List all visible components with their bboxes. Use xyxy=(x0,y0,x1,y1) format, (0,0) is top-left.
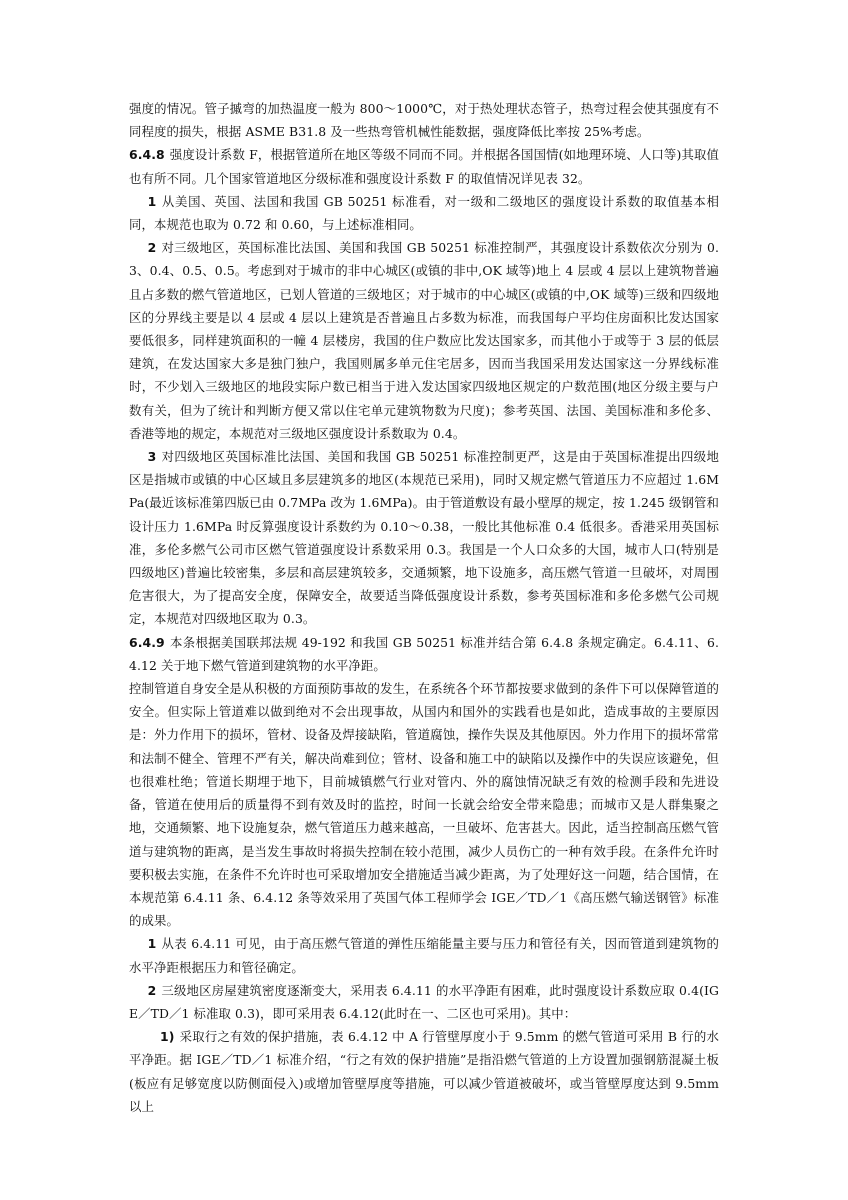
clause-number: 6.4.9 xyxy=(129,634,165,650)
item-number: 2 xyxy=(147,982,157,998)
paragraph-pipeline-safety: 控制管道自身安全是从积极的方面预防事故的发生，在系统各个环节都按要求做到的条件下可以保障管道的安全。但实际上管道难以做到绝对不会出现事故，从国内和国外的实践看也是如此，造成事故的主要原因是：外力作用下的损坏，管材、设备及焊接缺陷，管道腐蚀，操作失误及其他原因。外力作用下的损坏常常和法制不健全、管理不严有关，解决尚难到位；管材、设备和施工中的缺陷以及操作中的失误应该避免，但也很难杜绝；管道长期埋于地下，目前城镇燃气行业对管内、外的腐蚀情况缺乏有效的检测手段和先进设备，管道在使用后的质量得不到有效及时的监控，时间一长就会给安全带来隐患；而城市又是人群集聚之地，交通频繁、地下设施复杂，燃气管道压力越来越高，一旦破坏、危害甚大。因此，适当控制高压燃气管道与建筑物的距离，是当发生事故时将损失控制在较小范围，减少人员伤亡的一种有效手段。在条件允许时要积极去实施，在条件不允许时也可采取增加安全措施适当减少距离，为了处理好这一问题，结合国情，在本规范第 6.4.11 条、6.4.12 条等效采用了英国气体工程师学会 IGE／TD／1《高压燃气输送钢管》标准的成果。 xyxy=(129,681,719,929)
item-text: 对四级地区英国标准比法国、美国和我国 GB 50251 标准控制更严，这是由于英国标准提出四级地区是指城市或镇的中心区域且多层建筑多的地区(本规范已采用)，同时又规定燃气管道压力不应超过 1.6MPa(最近该标准第四版已由 0.7MPa 改为 1.6MPa)。由于管道敷设有最小壁厚的规定，按 1.245 级钢管和设计压力 1.6MPa 时反算强度设计系数约为 0.10～0.38，一般比其他标准 0.4 低很多。香港采用英国标准，多伦多燃气公司市区燃气管道强度设计系数采用 0.3。我国是一个人口众多的大国，城市人口(特别是四级地区)普遍比较密集，多层和高层建筑较多，交通频繁，地下设施多，高压燃气管道一旦破坏，对周围危害很大，为了提高安全度，保障安全，故要适当降低强度设计系数，参考英国标准和多伦多燃气公司规定，本规范对四级地区取为 0.3。 xyxy=(129,449,719,627)
item-6-4-8-3 xyxy=(129,445,719,631)
item-number: 1 xyxy=(147,193,157,209)
item-number: 3 xyxy=(147,449,157,465)
clause-text: 本条根据美国联邦法规 49-192 和我国 GB 50251 标准并结合第 6.4.8 条规定确定。6.4.11、6.4.12 关于地下燃气管道到建筑物的水平净距。 xyxy=(129,634,719,673)
item-6-4-8-1 xyxy=(129,190,719,236)
clause-6-4-8 xyxy=(129,143,719,189)
item-number: 2 xyxy=(147,240,157,256)
clause-6-4-9 xyxy=(129,631,719,677)
item-number: 1 xyxy=(147,936,157,952)
document-page xyxy=(129,97,719,1118)
item-text: 对三级地区，英国标准比法国、美国和我国 GB 50251 标准控制严，其强度设计系数依次分别为 0.3、0.4、0.5、0.5。考虑到对于城市的非中心城区(或镇的非中,OK 域等)地上 4 层或 4 层以上建筑物普遍且占多数的燃气管道地区，已划人管道的三级地区；对于城市的中心城区(或镇的中,OK 域等)三级和四级地区的分界线主要是以 4 层或 4 层以上建筑是否普遍且占多数为标准，而我国每户平均住房面积比发达国家要低很多，同样建筑面积的一幢 4 层楼房，我国的住户数应比发达国家多，而其他小于或等于 3 层的低层建筑，在发达国家大多是独门独户，我国则属多单元住宅居多，因而当我国采用发达国家这一分界线标准时，不少划入三级地区的地段实际户数已相当于进入发达国家四级地区规定的户数范围(地区分级主要与户数有关，但为了统计和判断方便又常以住宅单元建筑物数为尺度)；参考英国、法国、美国标准和多伦多、香港等地的规定，本规范对三级地区强度设计系数取为 0.4。 xyxy=(129,240,719,441)
paragraph-strength-loss: 强度的情况。管子摵弯的加热温度一般为 800～1000℃，对于热处理状态管子，热弯过程会使其强度有不同程度的损失，根据 ASME B31.8 及一些热弯管机械性能数据，强度降低比率按 25%考虑。 xyxy=(129,101,719,140)
item-text: 从表 6.4.11 可见，由于高压燃气管道的弹性压缩能量主要与压力和管径有关，因而管道到建筑物的水平净距根据压力和管径确定。 xyxy=(129,936,719,975)
item-6-4-11-2 xyxy=(129,979,719,1025)
item-text: 三级地区房屋建筑密度逐渐变大，采用表 6.4.11 的水平净距有困难，此时强度设计系数应取 0.4(IGE／TD／1 标准取 0.3)，即可采用表 6.4.12(此时在一、二区也可采用)。其中： xyxy=(129,982,719,1021)
item-6-4-11-1 xyxy=(129,932,719,978)
sub-item-text: 采取行之有效的保护措施，表 6.4.12 中 A 行管壁厚度小于 9.5mm 的燃气管道可采用 B 行的水平净距。据 IGE／TD／1 标准介绍，“行之有效的保护措施”是指沿燃气管道的上方设置加强钢筋混凝土板(板应有足够宽度以防侧面侵入)或增加管壁厚度等措施，可以减少管道被破坏，或当管壁厚度达到 9.5mm 以上 xyxy=(129,1029,719,1114)
item-text: 从美国、英国、法国和我国 GB 50251 标准看，对一级和二级地区的强度设计系数的取值基本相同，本规范也取为 0.72 和 0.60，与上述标准相同。 xyxy=(129,193,719,233)
sub-item-number: 1) xyxy=(160,1029,175,1045)
item-6-4-8-2 xyxy=(129,236,719,445)
clause-text: 强度设计系数 F，根据管道所在地区等级不同而不同。并根据各国国情(如地理环境、人口等)其取值也有所不同。几个国家管道地区分级标准和强度设计系数 F 的取值情况详见表 32。 xyxy=(129,147,719,186)
sub-item-1 xyxy=(129,1025,719,1118)
clause-number: 6.4.8 xyxy=(129,147,165,163)
